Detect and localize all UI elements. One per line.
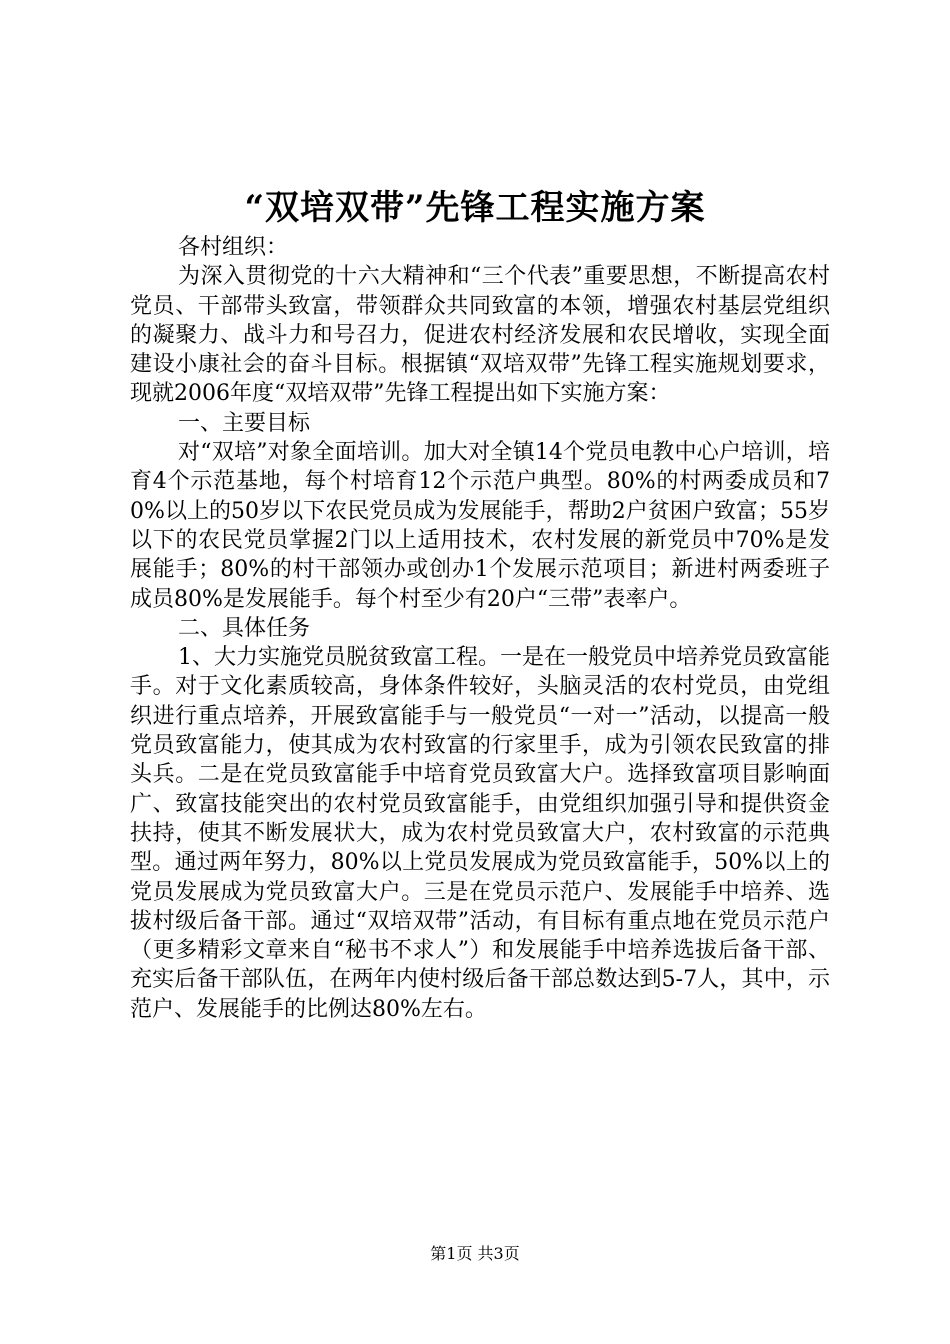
- section-heading-main-goals: 一、主要目标: [178, 410, 311, 436]
- page-footer: 第1页 共3页: [430, 1244, 520, 1263]
- salutation: 各村组织：: [178, 235, 289, 260]
- paragraph-specific-tasks: 1、大力实施党员脱贫致富工程。一是在一般党员中培养党员致富能手。对于文化素质较高，身体条件较好，头脑灵活的农村党员，由党组织进行重点培养，开展致富能手与一般党员“一对一”活动，以提高一般党员致富能力，使其成为农村致富的行家里手，成为引领农民致富的排头兵。二是在党员致富能手中培育党员致富大户。选择致富项目影响面广、致富技能突出的农村党员致富能手，由党组织加强引导和提供资金扶持，使其不断发展状大，成为农村党员致富大户，农村致富的示范典型。通过两年努力，80%以上党员发展成为党员致富能手，50%以上的党员发展成为党员致富大户。三是在党员示范户、发展能手中培养、选拔村级后备干部。通过“双培双带”活动，有目标有重点地在党员示范户（更多精彩文章来自“秘书不求人”）和发展能手中培养选拔后备干部、充实后备干部队伍，在两年内使村级后备干部总数达到5-7人，其中，示范户、发展能手的比例达80%左右。: [130, 645, 830, 1022]
- section-heading-specific-tasks: 二、具体任务: [178, 615, 311, 641]
- paragraph-main-goals: 对“双培”对象全面培训。加大对全镇14个党员电教中心户培训，培育4个示范基地，每个村培育12个示范户典型。80%的村两委成员和70%以上的50岁以下农民党员成为发展能手，帮助2户贫困户致富；55岁以下的农民党员掌握2门以上适用技术，农村发展的新党员中70%是发展能手；80%的村干部领办或创办1个发展示范项目；新进村两委班子成员80%是发展能手。每个村至少有20户“三带”表率户。: [130, 440, 830, 612]
- document-title: “双培双带”先锋工程实施方案: [244, 188, 706, 228]
- document-body: [130, 233, 830, 1024]
- paragraph-intro: 为深入贯彻党的十六大精神和“三个代表”重要思想，不断提高农村党员、干部带头致富，带领群众共同致富的本领，增强农村基层党组织的凝聚力、战斗力和号召力，促进农村经济发展和农民增收，实现全面建设小康社会的奋斗目标。根据镇“双培双带”先锋工程实施规划要求，现就2006年度“双培双带”先锋工程提出如下实施方案：: [130, 264, 830, 407]
